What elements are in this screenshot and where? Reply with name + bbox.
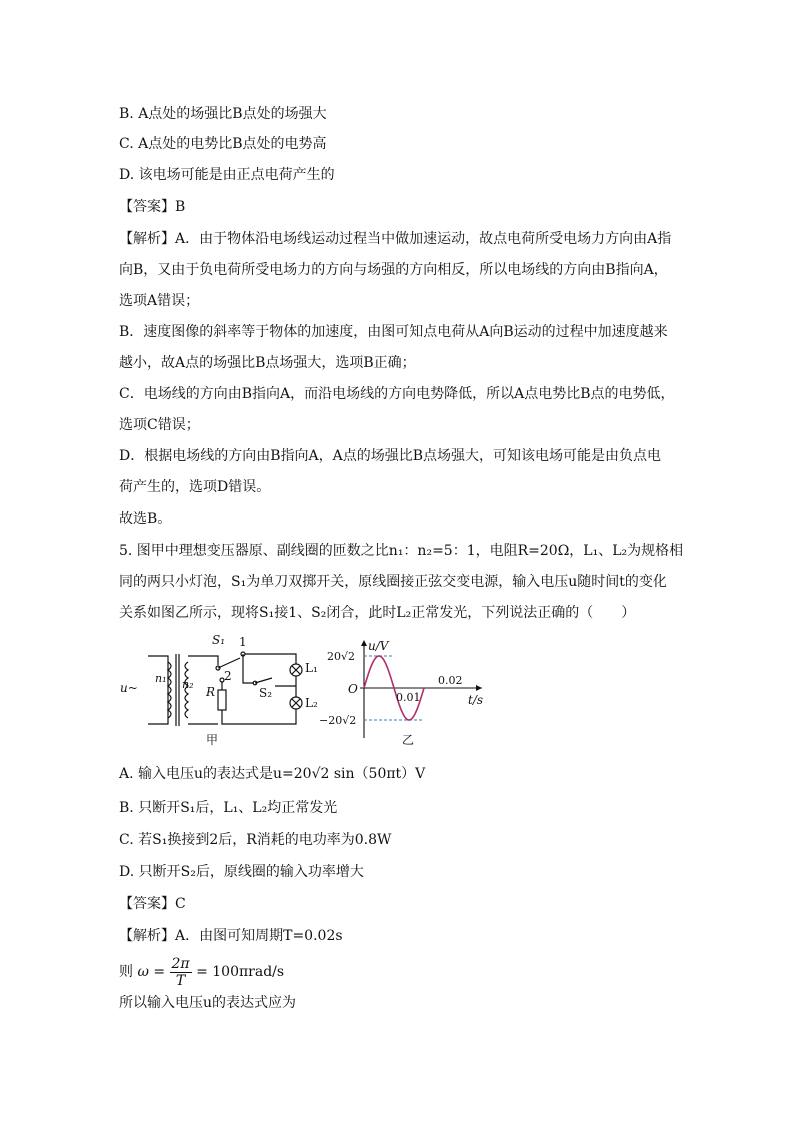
omega-rhs: = 100πrad/s (196, 964, 285, 980)
resistor-bottom-wire (222, 710, 278, 724)
conclusion-line: 故选B。 (119, 511, 172, 527)
graph-tick-002: 0.02 (438, 674, 463, 687)
graph-ymin: −20√2 (319, 714, 357, 727)
question-5-line-2: 同的两只小灯泡，S₁为单刀双掷开关，原线圈接正弦交变电源，输入电压u随时间t的变化 (119, 574, 667, 590)
caption-yi: 乙 (402, 733, 415, 747)
omega-formula (119, 955, 284, 989)
graph-ymax: 20√2 (327, 650, 356, 663)
label-terminal-1: 1 (239, 635, 247, 649)
analysis-line-3: 选项A错误； (119, 293, 200, 309)
analysis-line-9: 荷产生的，选项D错误。 (119, 479, 271, 495)
label-r: R (206, 685, 216, 699)
question-5-line-1: 5. 图甲中理想变压器原、副线圈的匝数之比n₁：n₂=5：1，电阻R=20Ω，L₁、L₂为规格相 (119, 543, 684, 559)
secondary-top-wire (188, 656, 218, 665)
omega-prefix: 则 (119, 964, 133, 980)
analysis-line-5: 越小，故A点的场强比B点场强大，选项B正确； (119, 355, 416, 371)
option-c: C. 若S₁换接到2后，R消耗的电功率为0.8W (119, 832, 392, 848)
s2-left-wire (243, 668, 253, 683)
caption-jia: 甲 (206, 733, 219, 747)
circuit-and-graph (118, 628, 498, 753)
transformer-circuit (148, 652, 302, 726)
label-l2: L₂ (305, 696, 318, 710)
graph-tick-001: 0.01 (396, 691, 421, 704)
analysis-line-1: 【解析】A．由于物体沿电场线运动过程当中做加速运动，故点电荷所受电场力方向由A指 (119, 231, 672, 247)
label-n2: n₂ (182, 678, 194, 691)
analysis-line-4: B．速度图像的斜率等于物体的加速度，由图可知点电荷从A向B运动的过程中加速度越来 (119, 324, 668, 340)
omega-fraction (170, 956, 192, 989)
option-b: B. 只断开S₁后，L₁、L₂均正常发光 (119, 800, 338, 816)
label-s2: S₂ (259, 686, 273, 700)
analysis-line-2: 向B，又由于负电荷所受电场力的方向与场强的方向相反，所以电场线的方向由B指向A， (119, 262, 668, 278)
terminal-1-wire (243, 654, 296, 664)
label-u-source: u~ (120, 681, 138, 695)
s2-blade (255, 678, 272, 683)
option-b-prev: B. A点处的场强比B点处的场强大 (119, 106, 327, 122)
omega-numerator: 2π (171, 955, 190, 972)
l2-bottom-wire (278, 709, 296, 724)
primary-wire (148, 656, 168, 724)
analysis-line-7: 选项C错误； (119, 417, 200, 433)
graph-origin: O (348, 682, 358, 696)
s1-blade (218, 658, 240, 668)
graph-xlabel: t/s (468, 693, 484, 707)
question-figure (118, 628, 498, 753)
label-s1: S₁ (212, 633, 226, 647)
voltage-graph (319, 639, 483, 747)
resistor-r (218, 690, 226, 710)
analysis2-line-1: 【解析】A．由图可知周期T=0.02s (119, 928, 343, 944)
label-terminal-2: 2 (224, 669, 232, 683)
omega-lhs: ω = (137, 964, 166, 980)
last-line: 所以输入电压u的表达式应为 (119, 995, 297, 1011)
answer-label: 【答案】B (119, 199, 186, 215)
question-5-line-3: 关系如图乙所示，现将S₁接1、S₂闭合，此时L₂正常发光，下列说法正确的（ ） (119, 605, 636, 621)
option-d-prev: D. 该电场可能是由正点电荷产生的 (119, 167, 335, 183)
option-c-prev: C. A点处的电势比B点处的电势高 (119, 136, 327, 152)
option-a: A. 输入电压u的表达式是u=20√2 sin（50πt）V (119, 766, 426, 782)
analysis-line-8: D．根据电场线的方向由B指向A，A点的场强比B点场强大，可知该电场可能是由负点电 (119, 448, 662, 464)
analysis-line-6: C．电场线的方向由B指向A，而沿电场线的方向电势降低，所以A点电势比B点的电势低， (119, 386, 675, 402)
graph-ylabel: u/V (368, 639, 389, 653)
label-n1: n₁ (155, 672, 167, 685)
answer-label-2: 【答案】C (119, 896, 186, 912)
graph-x-arrow (476, 685, 482, 691)
omega-denominator: T (175, 972, 186, 989)
graph-y-arrow (361, 640, 367, 646)
label-l1: L₁ (305, 661, 318, 675)
option-d: D. 只断开S₂后，原线圈的输入功率增大 (119, 864, 364, 880)
